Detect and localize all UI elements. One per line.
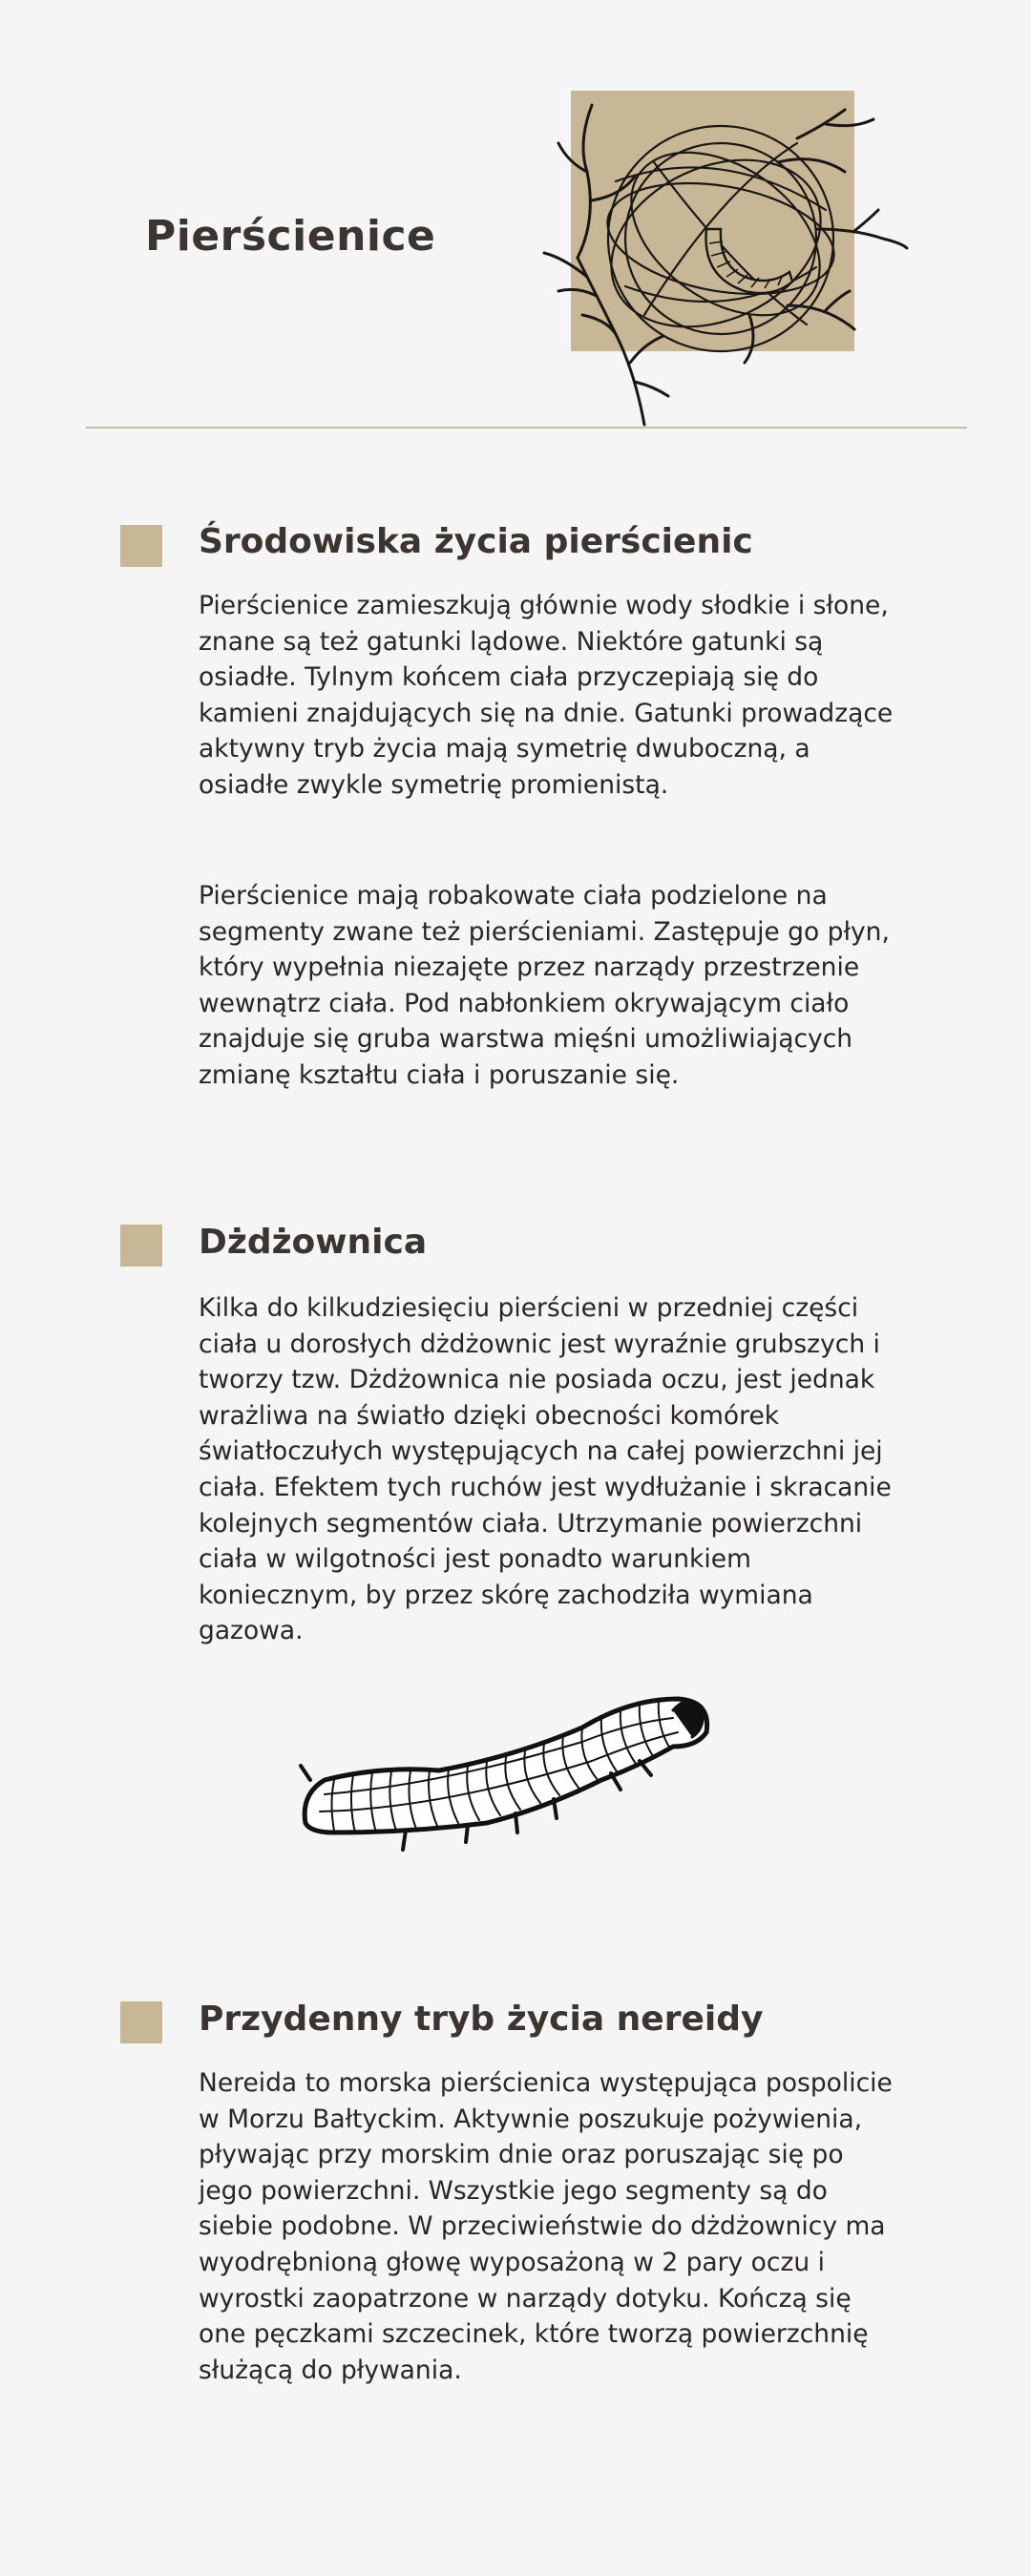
page-title: Pierścienice: [145, 212, 436, 261]
section-heading: Środowiska życia pierścienic: [199, 522, 753, 561]
section-heading: Dżdżownica: [199, 1223, 428, 1262]
section-heading: Przydenny tryb życia nereidy: [199, 2000, 764, 2039]
section-paragraph: Nereida to morska pierścienica występująca pospolicie w Morzu Bałtyckim. Aktywnie poszukuje pożywienia, pływając przy morskim dnie oraz poruszając się po jego powierzchni. Wszystkie jego segmenty są do siebie podobne. W przeciwieństwie do dżdżownicy ma wyodrębnioną głowę wyposażoną w 2 pary oczu i wyrostki zaopatrzone w narządy dotyku. Kończą się one pęczkami szczecinek, które tworzą powierzchnię służącą do pływania.: [199, 2068, 893, 2385]
header-divider: [86, 427, 967, 429]
section-marker: [120, 2001, 162, 2043]
caterpillar-illustration-icon: [296, 1689, 716, 1856]
annelid-illustration-icon: [539, 86, 912, 434]
section-paragraph: Pierścienice mają robakowate ciała podzielone na segmenty zwane też pierścieniami. Zastępuje go płyn, który wypełnia niezajęte przez narządy przestrzenie wewnątrz ciała. Pod nabłonkiem okrywającym ciało znajduje się gruba warstwa mięśni umożliwiających zmianę kształtu ciała i poruszanie się.: [199, 881, 890, 1090]
section-paragraph: Kilka do kilkudziesięciu pierścieni w przedniej części ciała u dorosłych dżdżownic jest wyraźnie grubszych i tworzy tzw. Dżdżownica nie posiada oczu, jest jednak wrażliwa na światło dzięki obecności komórek światłoczułych występujących na całej powierzchni jej ciała. Efektem tych ruchów jest wydłużanie i skracanie kolejnych segmentów ciała. Utrzymanie powierzchni ciała w wilgotności jest ponadto warunkiem koniecznym, by przez skórę zachodziła wymiana gazowa.: [199, 1293, 892, 1646]
section-marker: [120, 525, 162, 567]
section-marker: [120, 1225, 162, 1267]
section-paragraph: Pierścienice zamieszkują głównie wody słodkie i słone, znane są też gatunki lądowe. Niektóre gatunki są osiadłe. Tylnym końcem ciała przyczepiają się do kamieni znajdujących się na dnie. Gatunki prowadzące aktywny tryb życia mają symetrię dwuboczną, a osiadłe zwykle symetrię promienistą.: [199, 591, 894, 800]
